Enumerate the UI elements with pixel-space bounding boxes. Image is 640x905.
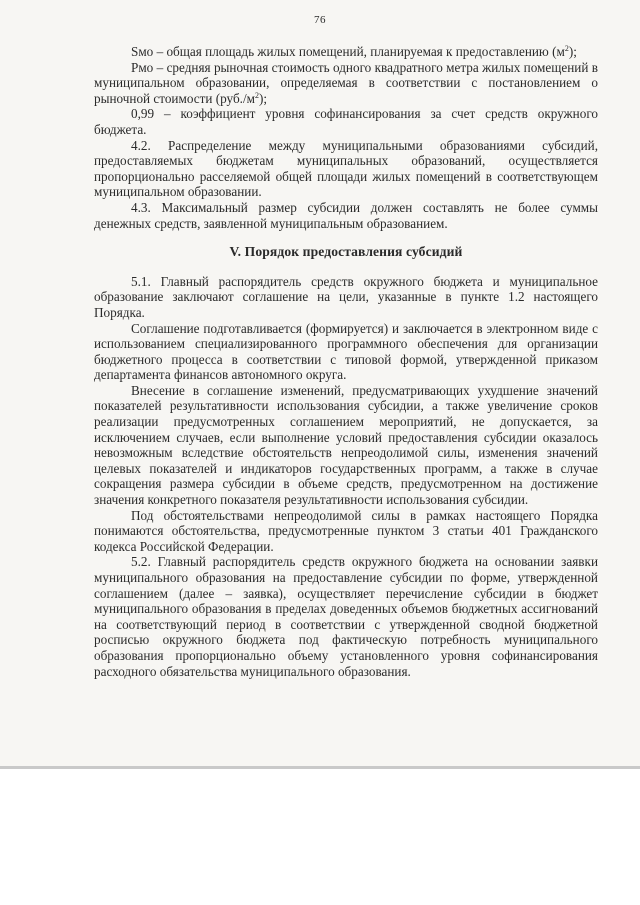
paragraph-coefficient: 0,99 – коэффициент уровня софинансирования за счет средств окружного бюджета. [94, 106, 598, 137]
text-smo-definition: Sмо – общая площадь жилых помещений, планируемая к предоставлению (м [131, 44, 565, 59]
paragraph-force-majeure: Под обстоятельствами непреодолимой силы в рамках настоящего Порядка понимаются обстоятельства, предусмотренные пунктом 3 статьи 401 Гражданского кодекса Российской Федерации. [94, 507, 598, 554]
superscript-square: 2 [564, 44, 569, 53]
text-rmo-tail: ); [258, 90, 268, 106]
paragraph-5-2: 5.2. Главный распорядитель средств окружного бюджета на основании заявки муниципального образования на предоставление субсидии по форме, утвержденной соглашением (далее – заявка), осуществляет перечисление субсидии в бюджет муниципального образования в пределах доведенных объемов бюджетных ассигнований на соответствующий период в соответствии с утвержденной сводной бюджетной росписью окружного бюджета под фактическую потребность муниципального образования пропорционально объему установленного уровня софинансирования расходного обязательства муниципального образования. [94, 554, 598, 679]
document-body [94, 44, 598, 679]
scan-bottom-edge [0, 766, 640, 769]
paragraph-agreement-changes: Внесение в соглашение изменений, предусматривающих ухудшение значений показателей результативности использования субсидии, а также увеличение сроков реализации предусмотренных соглашением мероприятий, не допускается, за исключением случаев, если выполнение условий предоставления субсидии оказалось невозможным вследствие обстоятельств непреодолимой силы, изменения значений целевых показателей и индикаторов государственных программ, а также в случае сокращения размера субсидии в объеме средств, предусмотренном на достижение значения конкретного показателя результативности использования субсидии. [94, 382, 598, 508]
paragraph-5-1: 5.1. Главный распорядитель средств окружного бюджета и муниципальное образование заключают соглашение на цели, указанные в пункте 1.2 настоящего Порядка. [94, 273, 598, 320]
section-heading: V. Порядок предоставления субсидий [229, 244, 463, 260]
page-number: 76 [314, 14, 326, 26]
paragraph-4-3: 4.3. Максимальный размер субсидии должен составлять не более суммы денежных средств, заявленной муниципальным образованием. [94, 199, 598, 231]
superscript-square: 2 [254, 90, 259, 100]
paragraph-smo-definition [94, 44, 598, 60]
paragraph-4-2: 4.2. Распределение между муниципальными образованиями субсидий, предоставляемых бюджетам муниципальных образований, осуществляется пропорционально расселяемой общей площади жилых помещений в соответствующем муниципальном образовании. [94, 137, 598, 200]
paragraph-agreement: Соглашение подготавливается (формируется) и заключается в электронном виде с использованием специализированного программного обеспечения для организации бюджетного процесса в соответствии с типовой формой, утвержденной приказом департамента финансов автономного округа. [94, 320, 598, 383]
text-smo-tail: ); [568, 44, 577, 59]
text-rmo-definition: Рмо – средняя рыночная стоимость одного квадратного метра жилых помещений в муниципальном образовании, определяемая в соответствии с постановлением о рыночной стоимости (руб./м [94, 59, 598, 106]
paragraph-rmo-definition [94, 60, 598, 107]
